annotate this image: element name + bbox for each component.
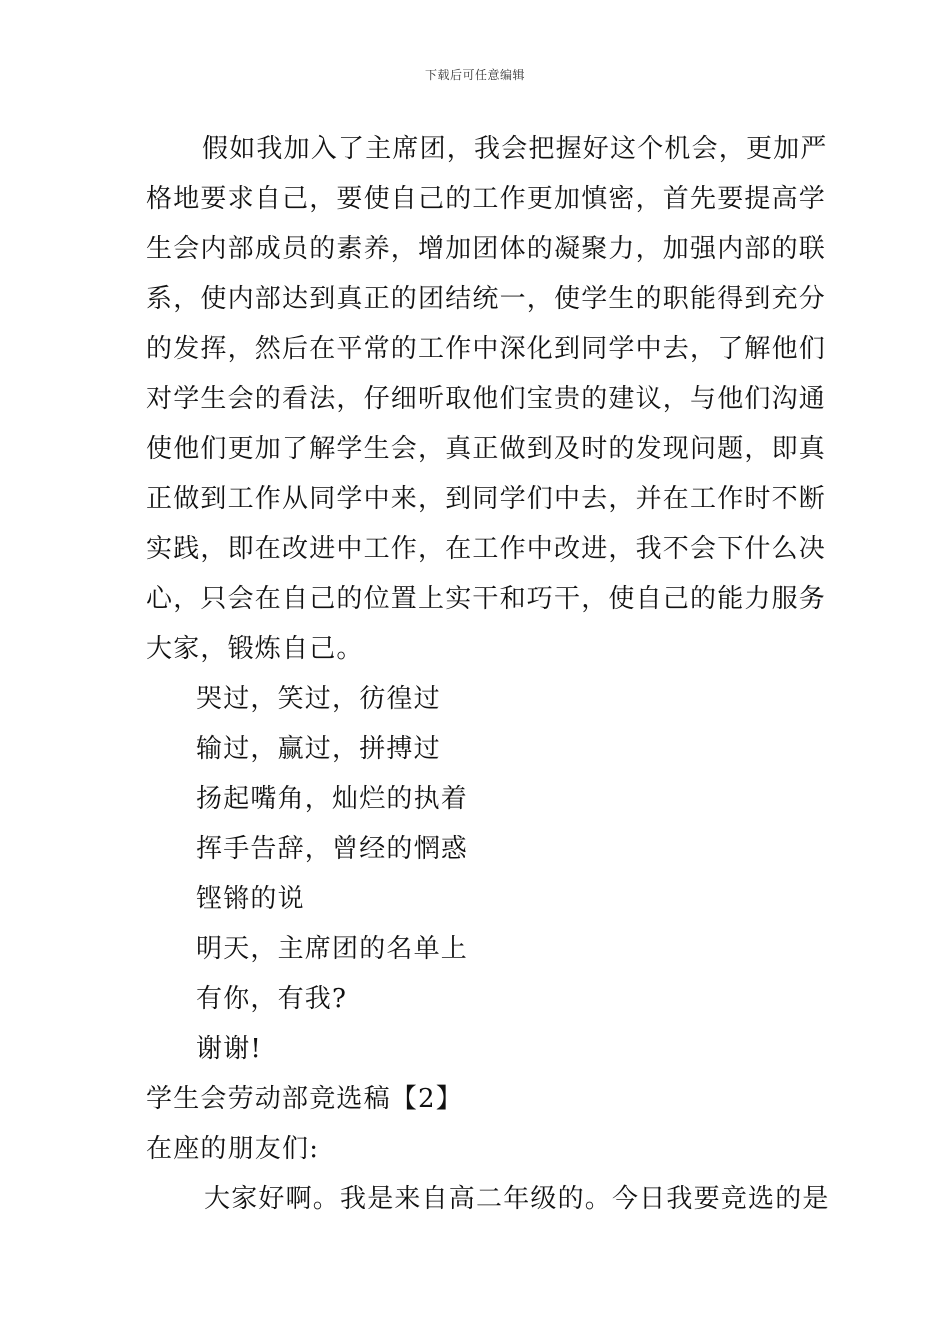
poem-line: 输过，赢过，拼搏过 bbox=[196, 734, 441, 764]
paragraph-1 bbox=[146, 124, 828, 674]
document-body bbox=[146, 124, 830, 1224]
poem-line: 明天，主席团的名单上 bbox=[196, 934, 469, 964]
paragraph-line: 大家，锻炼自己。 bbox=[146, 634, 364, 664]
paragraph-line: 系，使内部达到真正的团结统一，使学生的职能得到充分 bbox=[146, 284, 827, 314]
paragraph-line: 心，只会在自己的位置上实干和巧干，使自己的能力服务 bbox=[146, 584, 827, 614]
paragraph-line: 实践，即在改进中工作，在工作中改进，我不会下什么决 bbox=[146, 534, 827, 564]
paragraph-line: 假如我加入了主席团，我会把握好这个机会，更加严 bbox=[202, 134, 828, 164]
poem-line: 铿锵的说 bbox=[196, 884, 305, 914]
paragraph-line: 使他们更加了解学生会，真正做到及时的发现问题，即真 bbox=[146, 434, 827, 464]
poem-line: 挥手告辞，曾经的惘惑 bbox=[196, 834, 469, 864]
paragraph-line: 生会内部成员的素养，增加团体的凝聚力，加强内部的联 bbox=[146, 234, 827, 264]
poem-line: 谢谢! bbox=[196, 1034, 263, 1064]
paragraph-2-line: 大家好啊。我是来自高二年级的。今日我要竞选的是 bbox=[204, 1184, 830, 1214]
paragraph-line: 正做到工作从同学中来，到同学们中去，并在工作时不断 bbox=[146, 484, 827, 514]
section-title: 学生会劳动部竞选稿【2】 bbox=[146, 1084, 463, 1114]
poem-line: 哭过，笑过，彷徨过 bbox=[196, 684, 441, 714]
paragraph-line: 对学生会的看法，仔细听取他们宝贵的建议，与他们沟通 bbox=[146, 384, 827, 414]
poem bbox=[146, 674, 810, 1074]
paragraph-line: 格地要求自己，要使自己的工作更加慎密，首先要提高学 bbox=[146, 184, 827, 214]
paragraph-line: 的发挥，然后在平常的工作中深化到同学中去，了解他们 bbox=[146, 334, 827, 364]
page-header: 下载后可任意编辑 bbox=[424, 68, 525, 82]
poem-line: 有你，有我? bbox=[196, 984, 348, 1014]
greeting: 在座的朋友们: bbox=[146, 1134, 320, 1164]
poem-line: 扬起嘴角，灿烂的执着 bbox=[196, 784, 469, 814]
